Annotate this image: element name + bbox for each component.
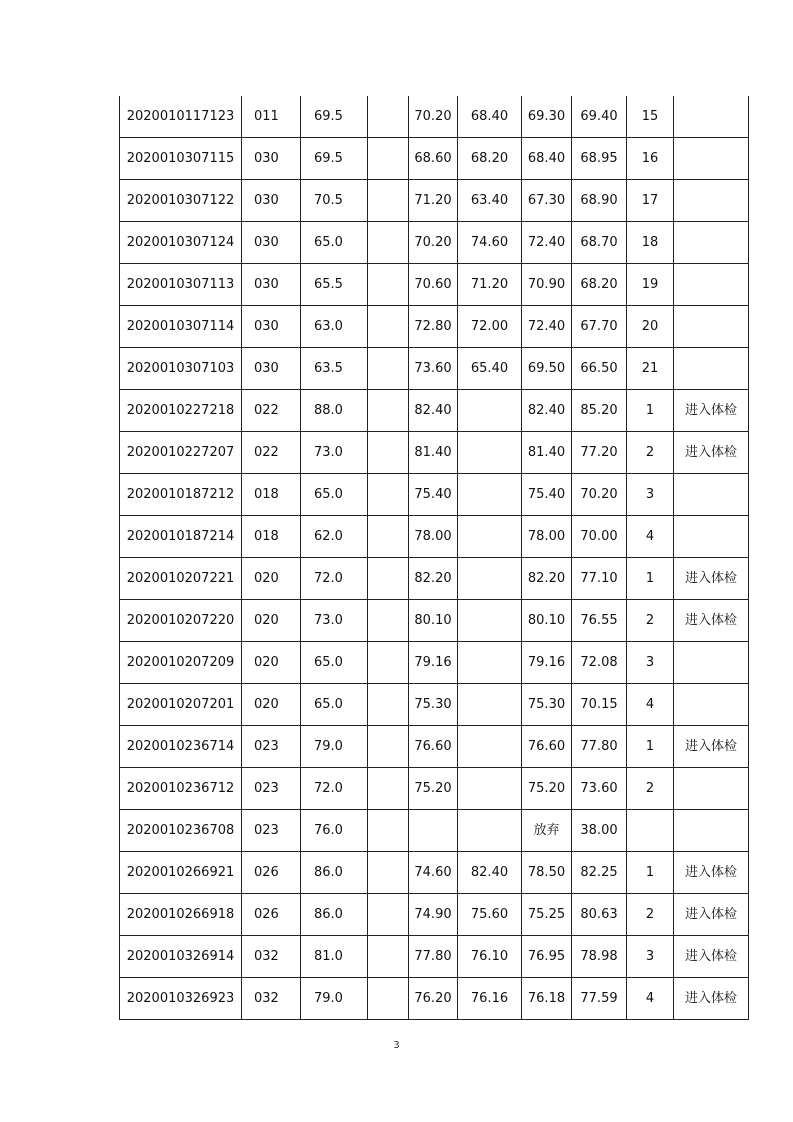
table-row [120,936,749,978]
written-score-cell: 73.0 [301,600,368,642]
interview-final-cell: 72.40 [522,222,572,264]
interview-final-cell: 79.16 [522,642,572,684]
candidate-id-cell: 2020010236708 [120,810,242,852]
rank-cell: 1 [627,558,674,600]
empty-cell [368,600,409,642]
rank-cell: 2 [627,894,674,936]
candidate-id-cell: 2020010117123 [120,96,242,138]
empty-cell [368,936,409,978]
empty-cell [368,642,409,684]
remark-cell [674,264,749,306]
remark-cell [674,810,749,852]
rank-cell: 4 [627,684,674,726]
rank-cell: 1 [627,726,674,768]
total-score-cell: 80.63 [572,894,627,936]
interview-final-cell: 82.40 [522,390,572,432]
interview-score-2-cell [458,810,522,852]
table-row [120,684,749,726]
interview-score-1-cell: 79.16 [409,642,458,684]
table-row [120,768,749,810]
empty-cell [368,768,409,810]
rank-cell: 3 [627,474,674,516]
position-code-cell: 020 [242,684,301,726]
interview-score-1-cell: 74.90 [409,894,458,936]
table-row [120,894,749,936]
interview-score-1-cell: 70.20 [409,222,458,264]
empty-cell [368,180,409,222]
candidate-id-cell: 2020010207220 [120,600,242,642]
interview-score-2-cell: 68.40 [458,96,522,138]
written-score-cell: 81.0 [301,936,368,978]
candidate-id-cell: 2020010187212 [120,474,242,516]
remark-cell [674,96,749,138]
interview-final-cell: 69.30 [522,96,572,138]
interview-score-2-cell: 72.00 [458,306,522,348]
empty-cell [368,558,409,600]
position-code-cell: 032 [242,978,301,1020]
table-row [120,642,749,684]
table-row [120,138,749,180]
interview-final-cell: 72.40 [522,306,572,348]
total-score-cell: 77.20 [572,432,627,474]
position-code-cell: 030 [242,306,301,348]
interview-final-cell: 70.90 [522,264,572,306]
remark-cell: 进入体检 [674,390,749,432]
total-score-cell: 82.25 [572,852,627,894]
interview-score-1-cell: 81.40 [409,432,458,474]
rank-cell: 2 [627,432,674,474]
position-code-cell: 018 [242,516,301,558]
total-score-cell: 67.70 [572,306,627,348]
position-code-cell: 020 [242,600,301,642]
remark-cell [674,348,749,390]
interview-final-cell: 78.50 [522,852,572,894]
interview-final-cell: 81.40 [522,432,572,474]
interview-final-cell: 78.00 [522,516,572,558]
candidate-id-cell: 2020010227218 [120,390,242,432]
interview-score-2-cell: 65.40 [458,348,522,390]
interview-score-2-cell [458,768,522,810]
candidate-id-cell: 2020010307103 [120,348,242,390]
position-code-cell: 011 [242,96,301,138]
written-score-cell: 86.0 [301,894,368,936]
interview-score-1-cell: 80.10 [409,600,458,642]
empty-cell [368,264,409,306]
interview-final-cell: 76.60 [522,726,572,768]
table-row [120,558,749,600]
remark-cell: 进入体检 [674,978,749,1020]
interview-final-cell: 76.95 [522,936,572,978]
interview-score-1-cell: 70.20 [409,96,458,138]
interview-final-cell: 75.25 [522,894,572,936]
position-code-cell: 030 [242,138,301,180]
written-score-cell: 62.0 [301,516,368,558]
empty-cell [368,432,409,474]
rank-cell [627,810,674,852]
written-score-cell: 69.5 [301,96,368,138]
total-score-cell: 73.60 [572,768,627,810]
candidate-id-cell: 2020010266921 [120,852,242,894]
interview-final-cell: 82.20 [522,558,572,600]
candidate-id-cell: 2020010326923 [120,978,242,1020]
rank-cell: 3 [627,642,674,684]
remark-cell [674,474,749,516]
written-score-cell: 65.0 [301,642,368,684]
candidate-id-cell: 2020010236712 [120,768,242,810]
table-row [120,810,749,852]
interview-score-2-cell [458,474,522,516]
position-code-cell: 023 [242,768,301,810]
table-row [120,474,749,516]
interview-score-1-cell [409,810,458,852]
candidate-id-cell: 2020010307122 [120,180,242,222]
rank-cell: 1 [627,852,674,894]
total-score-cell: 68.90 [572,180,627,222]
table-row [120,180,749,222]
interview-score-2-cell [458,600,522,642]
table-row [120,726,749,768]
interview-score-2-cell: 75.60 [458,894,522,936]
interview-score-2-cell: 68.20 [458,138,522,180]
empty-cell [368,978,409,1020]
rank-cell: 2 [627,600,674,642]
table-row [120,390,749,432]
interview-score-1-cell: 76.60 [409,726,458,768]
remark-cell [674,306,749,348]
interview-score-1-cell: 72.80 [409,306,458,348]
total-score-cell: 66.50 [572,348,627,390]
interview-final-cell: 80.10 [522,600,572,642]
interview-score-2-cell [458,432,522,474]
interview-score-2-cell: 74.60 [458,222,522,264]
interview-score-1-cell: 77.80 [409,936,458,978]
rank-cell: 16 [627,138,674,180]
position-code-cell: 020 [242,558,301,600]
rank-cell: 20 [627,306,674,348]
empty-cell [368,96,409,138]
table-row [120,600,749,642]
written-score-cell: 65.5 [301,264,368,306]
empty-cell [368,474,409,516]
candidate-id-cell: 2020010307113 [120,264,242,306]
interview-score-2-cell: 76.16 [458,978,522,1020]
empty-cell [368,138,409,180]
interview-score-1-cell: 71.20 [409,180,458,222]
candidate-id-cell: 2020010307124 [120,222,242,264]
table-row [120,516,749,558]
total-score-cell: 77.80 [572,726,627,768]
position-code-cell: 018 [242,474,301,516]
written-score-cell: 69.5 [301,138,368,180]
interview-score-1-cell: 76.20 [409,978,458,1020]
total-score-cell: 77.59 [572,978,627,1020]
candidate-id-cell: 2020010187214 [120,516,242,558]
table-row [120,96,749,138]
written-score-cell: 72.0 [301,558,368,600]
remark-cell [674,516,749,558]
position-code-cell: 023 [242,726,301,768]
written-score-cell: 70.5 [301,180,368,222]
remark-cell [674,684,749,726]
interview-score-2-cell: 76.10 [458,936,522,978]
position-code-cell: 020 [242,642,301,684]
position-code-cell: 022 [242,432,301,474]
table-row [120,348,749,390]
interview-score-2-cell [458,516,522,558]
position-code-cell: 023 [242,810,301,852]
interview-score-2-cell [458,726,522,768]
remark-cell: 进入体检 [674,726,749,768]
empty-cell [368,810,409,852]
total-score-cell: 85.20 [572,390,627,432]
interview-score-1-cell: 73.60 [409,348,458,390]
empty-cell [368,894,409,936]
total-score-cell: 70.15 [572,684,627,726]
interview-score-2-cell [458,684,522,726]
remark-cell: 进入体检 [674,432,749,474]
rank-cell: 17 [627,180,674,222]
empty-cell [368,348,409,390]
candidate-id-cell: 2020010266918 [120,894,242,936]
written-score-cell: 86.0 [301,852,368,894]
total-score-cell: 68.70 [572,222,627,264]
position-code-cell: 030 [242,348,301,390]
remark-cell: 进入体检 [674,852,749,894]
total-score-cell: 78.98 [572,936,627,978]
written-score-cell: 63.0 [301,306,368,348]
interview-score-1-cell: 75.20 [409,768,458,810]
table-row [120,306,749,348]
written-score-cell: 63.5 [301,348,368,390]
rank-cell: 2 [627,768,674,810]
total-score-cell: 76.55 [572,600,627,642]
position-code-cell: 030 [242,180,301,222]
interview-final-cell: 68.40 [522,138,572,180]
candidate-id-cell: 2020010207221 [120,558,242,600]
rank-cell: 4 [627,978,674,1020]
written-score-cell: 65.0 [301,474,368,516]
written-score-cell: 72.0 [301,768,368,810]
written-score-cell: 76.0 [301,810,368,852]
total-score-cell: 77.10 [572,558,627,600]
score-table-body [120,96,749,1020]
candidate-id-cell: 2020010307115 [120,138,242,180]
written-score-cell: 65.0 [301,684,368,726]
interview-score-1-cell: 82.20 [409,558,458,600]
remark-cell: 进入体检 [674,558,749,600]
position-code-cell: 030 [242,264,301,306]
interview-score-1-cell: 68.60 [409,138,458,180]
candidate-id-cell: 2020010236714 [120,726,242,768]
interview-score-1-cell: 70.60 [409,264,458,306]
interview-final-cell: 75.40 [522,474,572,516]
total-score-cell: 70.20 [572,474,627,516]
table-row [120,222,749,264]
empty-cell [368,516,409,558]
table-row [120,432,749,474]
position-code-cell: 032 [242,936,301,978]
total-score-cell: 72.08 [572,642,627,684]
interview-score-2-cell [458,558,522,600]
written-score-cell: 73.0 [301,432,368,474]
written-score-cell: 79.0 [301,978,368,1020]
page-number: 3 [393,1040,400,1051]
interview-final-cell: 67.30 [522,180,572,222]
rank-cell: 3 [627,936,674,978]
rank-cell: 15 [627,96,674,138]
interview-score-2-cell [458,390,522,432]
total-score-cell: 38.00 [572,810,627,852]
total-score-cell: 69.40 [572,96,627,138]
interview-final-cell: 69.50 [522,348,572,390]
remark-cell: 进入体检 [674,600,749,642]
interview-score-2-cell [458,642,522,684]
position-code-cell: 022 [242,390,301,432]
table-row [120,852,749,894]
interview-score-2-cell: 82.40 [458,852,522,894]
interview-score-1-cell: 74.60 [409,852,458,894]
position-code-cell: 030 [242,222,301,264]
remark-cell [674,180,749,222]
written-score-cell: 79.0 [301,726,368,768]
candidate-id-cell: 2020010207209 [120,642,242,684]
candidate-id-cell: 2020010307114 [120,306,242,348]
interview-score-2-cell: 71.20 [458,264,522,306]
rank-cell: 1 [627,390,674,432]
remark-cell: 进入体检 [674,936,749,978]
interview-score-1-cell: 75.40 [409,474,458,516]
table-row [120,978,749,1020]
empty-cell [368,726,409,768]
empty-cell [368,390,409,432]
empty-cell [368,306,409,348]
candidate-id-cell: 2020010227207 [120,432,242,474]
total-score-cell: 70.00 [572,516,627,558]
remark-cell: 进入体检 [674,894,749,936]
remark-cell [674,768,749,810]
interview-final-cell: 76.18 [522,978,572,1020]
total-score-cell: 68.95 [572,138,627,180]
written-score-cell: 88.0 [301,390,368,432]
score-table [119,96,749,1020]
interview-final-cell: 放弃 [522,810,572,852]
rank-cell: 21 [627,348,674,390]
interview-score-1-cell: 78.00 [409,516,458,558]
interview-score-2-cell: 63.40 [458,180,522,222]
empty-cell [368,852,409,894]
candidate-id-cell: 2020010207201 [120,684,242,726]
rank-cell: 4 [627,516,674,558]
empty-cell [368,684,409,726]
position-code-cell: 026 [242,894,301,936]
remark-cell [674,642,749,684]
table-row [120,264,749,306]
rank-cell: 19 [627,264,674,306]
position-code-cell: 026 [242,852,301,894]
candidate-id-cell: 2020010326914 [120,936,242,978]
empty-cell [368,222,409,264]
interview-score-1-cell: 82.40 [409,390,458,432]
remark-cell [674,138,749,180]
interview-final-cell: 75.20 [522,768,572,810]
remark-cell [674,222,749,264]
interview-final-cell: 75.30 [522,684,572,726]
interview-score-1-cell: 75.30 [409,684,458,726]
rank-cell: 18 [627,222,674,264]
written-score-cell: 65.0 [301,222,368,264]
total-score-cell: 68.20 [572,264,627,306]
